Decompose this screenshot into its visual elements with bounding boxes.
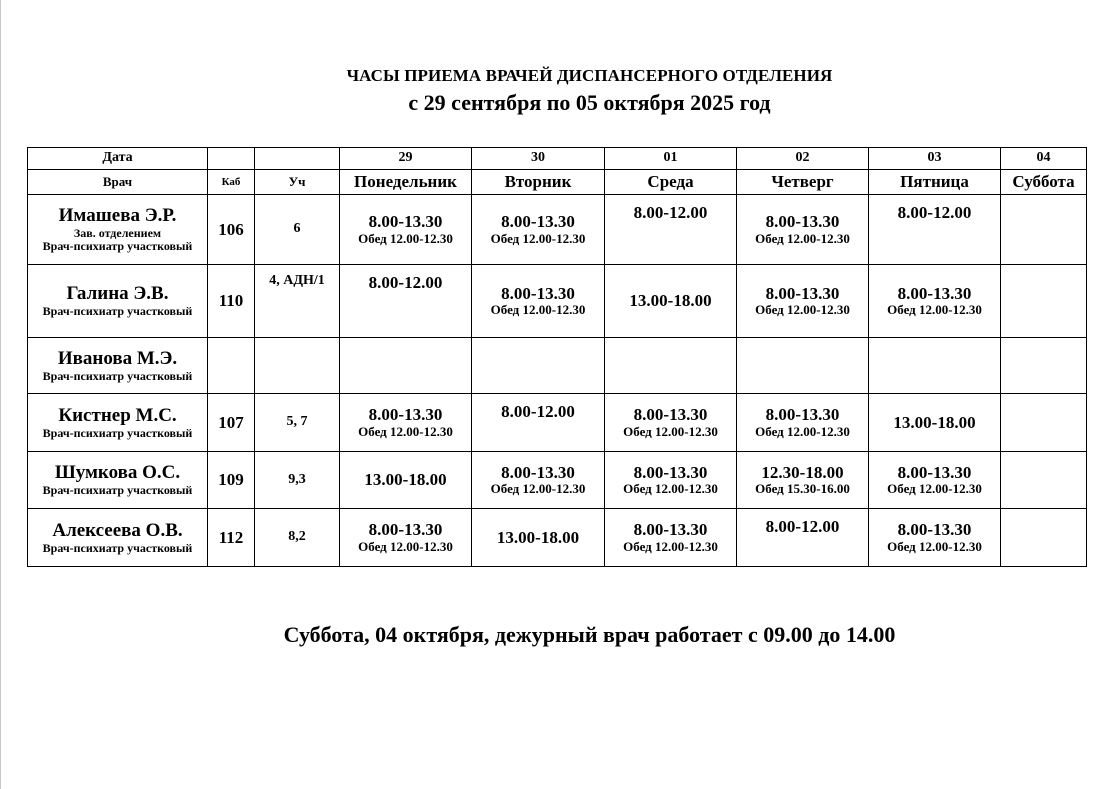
doctor-name: Кистнер М.С. xyxy=(58,404,177,426)
fri-cell xyxy=(869,452,1001,509)
doctor-role: Врач-психиатр участковый xyxy=(42,483,193,498)
sat-cell xyxy=(1001,394,1087,452)
doctor-cell xyxy=(28,509,208,567)
uch-cell: 9,3 xyxy=(255,452,340,509)
wed-cell xyxy=(605,452,737,509)
time-value: 8.00-13.30 xyxy=(897,520,972,540)
page-left-edge xyxy=(0,0,1,789)
header-doctor-label: Врач xyxy=(28,170,208,195)
header-day-sat: Суббота xyxy=(1001,170,1087,195)
page-title: ЧАСЫ ПРИЕМА ВРАЧЕЙ ДИСПАНСЕРНОГО ОТДЕЛЕНИЯ xyxy=(346,66,833,85)
doctor-role: Врач-психиатр участковый xyxy=(42,540,193,555)
lunch-value: Обед 12.00-12.30 xyxy=(623,481,718,497)
lunch-value: Обед 12.00-12.30 xyxy=(490,230,586,246)
time-value: 8.00-12.00 xyxy=(765,517,840,536)
lunch-value: Обед 12.00-12.30 xyxy=(755,302,850,318)
time-value: 8.00-13.30 xyxy=(368,520,443,540)
cab-cell: 109 xyxy=(208,452,255,509)
thu-cell xyxy=(737,265,869,338)
lunch-value: Обед 12.00-12.30 xyxy=(755,230,850,246)
lunch-value: Обед 12.00-12.30 xyxy=(623,423,718,439)
lunch-value: Обед 12.00-12.30 xyxy=(887,481,982,497)
page-subtitle: с 29 сентября по 05 октября 2025 год xyxy=(408,90,771,115)
sat-cell xyxy=(1001,338,1087,394)
lunch-value: Обед 15.30-16.00 xyxy=(755,481,850,497)
uch-cell: 8,2 xyxy=(255,509,340,567)
sat-cell xyxy=(1001,265,1087,338)
fri-cell xyxy=(869,338,1001,394)
uch-cell: 4, АДН/1 xyxy=(255,265,340,338)
lunch-value: Обед 12.00-12.30 xyxy=(755,423,850,439)
header-empty-cell xyxy=(255,148,340,170)
table-row xyxy=(28,509,1087,567)
header-date-row xyxy=(28,148,1087,170)
lunch-value: Обед 12.00-12.30 xyxy=(358,230,453,246)
fri-cell xyxy=(869,195,1001,265)
tue-cell xyxy=(472,394,605,452)
table-row xyxy=(28,265,1087,338)
header-date-fri: 03 xyxy=(869,148,1001,170)
lunch-value: Обед 12.00-12.30 xyxy=(490,302,586,318)
mon-cell xyxy=(340,452,472,509)
lunch-value: Обед 12.00-12.30 xyxy=(490,481,586,497)
thu-cell xyxy=(737,195,869,265)
header-date-label: Дата xyxy=(28,148,208,170)
time-value: 8.00-12.00 xyxy=(368,273,443,292)
sat-cell xyxy=(1001,195,1087,265)
header-date-mon: 29 xyxy=(340,148,472,170)
header-day-wed: Среда xyxy=(605,170,737,195)
uch-cell: 6 xyxy=(255,195,340,265)
header-date-thu: 02 xyxy=(737,148,869,170)
cab-cell xyxy=(208,338,255,394)
wed-cell xyxy=(605,195,737,265)
thu-cell xyxy=(737,452,869,509)
header-date-sat: 04 xyxy=(1001,148,1087,170)
time-value: 8.00-13.30 xyxy=(765,212,840,232)
header-date-tue: 30 xyxy=(472,148,605,170)
time-value: 8.00-13.30 xyxy=(897,462,972,482)
time-value: 8.00-12.00 xyxy=(501,402,575,421)
time-value: 12.30-18.00 xyxy=(761,462,844,482)
header-cab-label: Каб xyxy=(208,170,255,195)
time-value: 8.00-13.30 xyxy=(765,405,840,425)
time-value: 13.00-18.00 xyxy=(496,527,580,547)
doctor-cell xyxy=(28,338,208,394)
header-date-wed: 01 xyxy=(605,148,737,170)
time-value: 8.00-12.00 xyxy=(633,203,708,222)
time-value: 13.00-18.00 xyxy=(629,291,712,311)
doctor-name: Имашева Э.Р. xyxy=(58,204,177,226)
tue-cell xyxy=(472,338,605,394)
mon-cell xyxy=(340,265,472,338)
fri-cell xyxy=(869,509,1001,567)
table-row xyxy=(28,394,1087,452)
uch-cell: 5, 7 xyxy=(255,394,340,452)
wed-cell xyxy=(605,265,737,338)
doctor-role: Врач-психиатр участковый xyxy=(42,304,193,319)
cab-cell: 107 xyxy=(208,394,255,452)
lunch-value: Обед 12.00-12.30 xyxy=(358,538,453,554)
time-value: 8.00-13.30 xyxy=(368,212,443,232)
uch-cell xyxy=(255,338,340,394)
time-value: 8.00-13.30 xyxy=(633,405,708,425)
thu-cell xyxy=(737,338,869,394)
time-value: 8.00-13.30 xyxy=(633,520,708,540)
wed-cell xyxy=(605,509,737,567)
tue-cell xyxy=(472,452,605,509)
table-row xyxy=(28,338,1087,394)
lunch-value: Обед 12.00-12.30 xyxy=(887,538,982,554)
time-value: 8.00-13.30 xyxy=(897,283,972,303)
header-day-thu: Четверг xyxy=(737,170,869,195)
doctor-cell xyxy=(28,265,208,338)
time-value: 13.00-18.00 xyxy=(893,412,976,432)
doctor-cell xyxy=(28,452,208,509)
time-value: 8.00-13.30 xyxy=(501,462,575,482)
mon-cell xyxy=(340,338,472,394)
cab-cell: 110 xyxy=(208,265,255,338)
header-empty-cell xyxy=(208,148,255,170)
header-day-mon: Понедельник xyxy=(340,170,472,195)
time-value: 8.00-13.30 xyxy=(765,283,840,303)
doctor-role: Врач-психиатр участковый xyxy=(42,425,193,440)
wed-cell xyxy=(605,338,737,394)
doctor-role: Врач-психиатр участковый xyxy=(42,239,193,254)
doctor-name: Иванова М.Э. xyxy=(57,347,178,369)
doctor-name: Алексеева О.В. xyxy=(52,519,183,541)
header-day-fri: Пятница xyxy=(869,170,1001,195)
doctor-cell xyxy=(28,394,208,452)
tue-cell xyxy=(472,509,605,567)
cab-cell: 106 xyxy=(208,195,255,265)
doctor-name: Шумкова О.С. xyxy=(54,462,181,484)
doctor-cell xyxy=(28,195,208,265)
wed-cell xyxy=(605,394,737,452)
doctor-name: Галина Э.В. xyxy=(66,283,169,305)
sat-cell xyxy=(1001,509,1087,567)
time-value: 8.00-13.30 xyxy=(501,212,575,232)
thu-cell xyxy=(737,394,869,452)
tue-cell xyxy=(472,265,605,338)
fri-cell xyxy=(869,394,1001,452)
header-uch-label: Уч xyxy=(255,170,340,195)
time-value: 8.00-12.00 xyxy=(897,203,972,222)
doctor-position: Зав. отделением xyxy=(73,225,162,240)
time-value: 8.00-13.30 xyxy=(633,462,708,482)
header-day-row xyxy=(28,170,1087,195)
lunch-value: Обед 12.00-12.30 xyxy=(358,423,453,439)
sat-cell xyxy=(1001,452,1087,509)
mon-cell xyxy=(340,509,472,567)
header-day-tue: Вторник xyxy=(472,170,605,195)
lunch-value: Обед 12.00-12.30 xyxy=(887,302,982,318)
lunch-value: Обед 12.00-12.30 xyxy=(623,538,718,554)
doctor-role: Врач-психиатр участковый xyxy=(42,368,193,383)
thu-cell xyxy=(737,509,869,567)
table-row xyxy=(28,195,1087,265)
tue-cell xyxy=(472,195,605,265)
table-row xyxy=(28,452,1087,509)
fri-cell xyxy=(869,265,1001,338)
cab-cell: 112 xyxy=(208,509,255,567)
time-value: 8.00-13.30 xyxy=(501,283,575,303)
time-value: 8.00-13.30 xyxy=(368,405,443,425)
time-value: 13.00-18.00 xyxy=(364,470,447,490)
duty-note: Суббота, 04 октября, дежурный врач работает с 09.00 до 14.00 xyxy=(283,622,896,647)
schedule-table xyxy=(27,147,1087,567)
mon-cell xyxy=(340,394,472,452)
mon-cell xyxy=(340,195,472,265)
